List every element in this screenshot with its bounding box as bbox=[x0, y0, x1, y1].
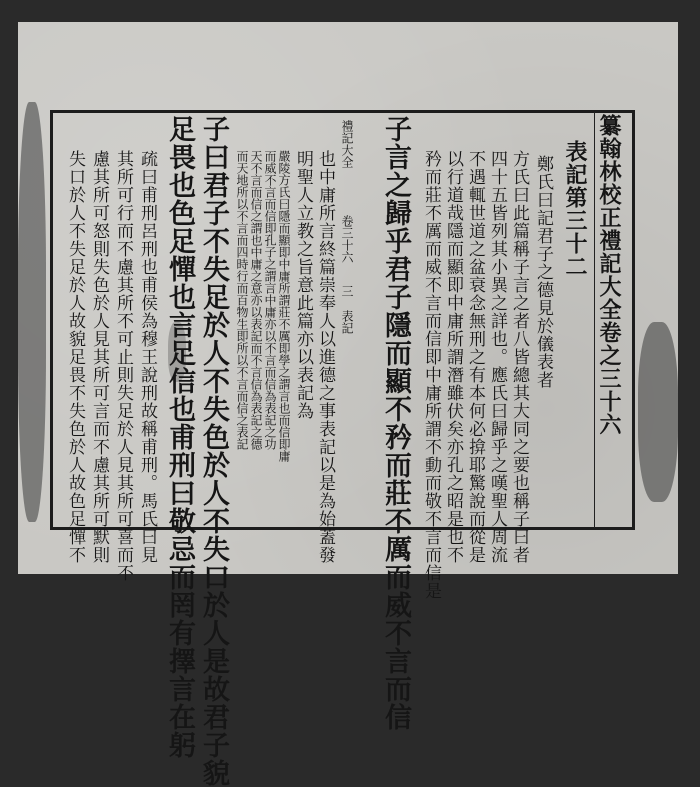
center-strip bbox=[333, 110, 361, 530]
small-commentary: 天不言而信之謂也中庸之意亦以表記而不言信為表記之德 bbox=[249, 150, 263, 450]
damage-stain bbox=[18, 102, 46, 522]
small-commentary: 嚴陵方氏曰隱而顯即中庸所謂莊不厲即學之謂言也而信即庸 bbox=[277, 150, 291, 462]
damage-stain bbox=[638, 322, 678, 502]
commentary-column: 也中庸所言終篇崇奉人以進德之事表記以是為始蓋發 bbox=[315, 150, 335, 564]
chapter-heading: 表記第三十二 bbox=[562, 140, 588, 278]
strip-book: 禮記大全 bbox=[340, 120, 354, 168]
commentary-column: 四十五皆列其小異之詳也。應氏曰歸乎之嘆聖人周流 bbox=[487, 150, 507, 564]
strip-juan: 卷三十六 bbox=[340, 215, 354, 263]
commentary-column: 其所可行而不慮其所不可止則失足於人見其所可喜而不 bbox=[113, 150, 133, 582]
strip-leaf: 三 bbox=[340, 285, 354, 297]
commentary-column: 矜而莊不厲而威不言而信即中庸所謂不動而敬不言而信是 bbox=[421, 150, 441, 600]
main-text-column: 子言之歸乎君子隱而顯不矜而莊不厲而威不言而信 bbox=[380, 115, 411, 731]
strip-suffix: 表記 bbox=[340, 310, 354, 334]
commentary-column: 以行道哉隱而顯即中庸所謂潛雖伏矣亦孔之昭是也不 bbox=[443, 150, 463, 564]
commentary-note: 鄭氏曰記君子之德見於儀表者 bbox=[533, 155, 553, 389]
commentary-column: 慮其所可怒則失色於人見其所可言而不慮其所可默則 bbox=[89, 150, 109, 564]
commentary-column: 不遇輒世道之盆衰念無刑之有本何必揜耶驚說而從是 bbox=[465, 150, 485, 564]
commentary-column: 明聖人立教之旨意此篇亦以表記為 bbox=[293, 150, 313, 420]
small-commentary: 而天地所以不言而四時行而百物生即所以不言而信之表記 bbox=[235, 150, 249, 450]
column-rule bbox=[594, 112, 595, 528]
commentary-column: 疏曰甫刑呂刑也甫侯為穆王說刑故稱甫刑。馬氏曰見 bbox=[137, 150, 157, 564]
main-text-column: 子曰君子不失足於人不失色於人不失口於人是故君子貌 bbox=[198, 115, 229, 787]
volume-title: 纂翰林校正禮記大全卷之三十六 bbox=[596, 114, 622, 436]
small-commentary: 而威不言而信即孔子之謂言中庸亦以不言而信為表記之功 bbox=[263, 150, 277, 450]
main-text-column: 足畏也色足憚也言足信也甫刑曰敬忌而罔有擇言在躬 bbox=[164, 115, 195, 759]
commentary-column: 方氏曰此篇稱子言之者八皆總其大同之要也稱子曰者 bbox=[509, 150, 529, 564]
commentary-column: 失口於人不失足於人故貌足畏不失色於人故色足憚不 bbox=[65, 150, 85, 564]
